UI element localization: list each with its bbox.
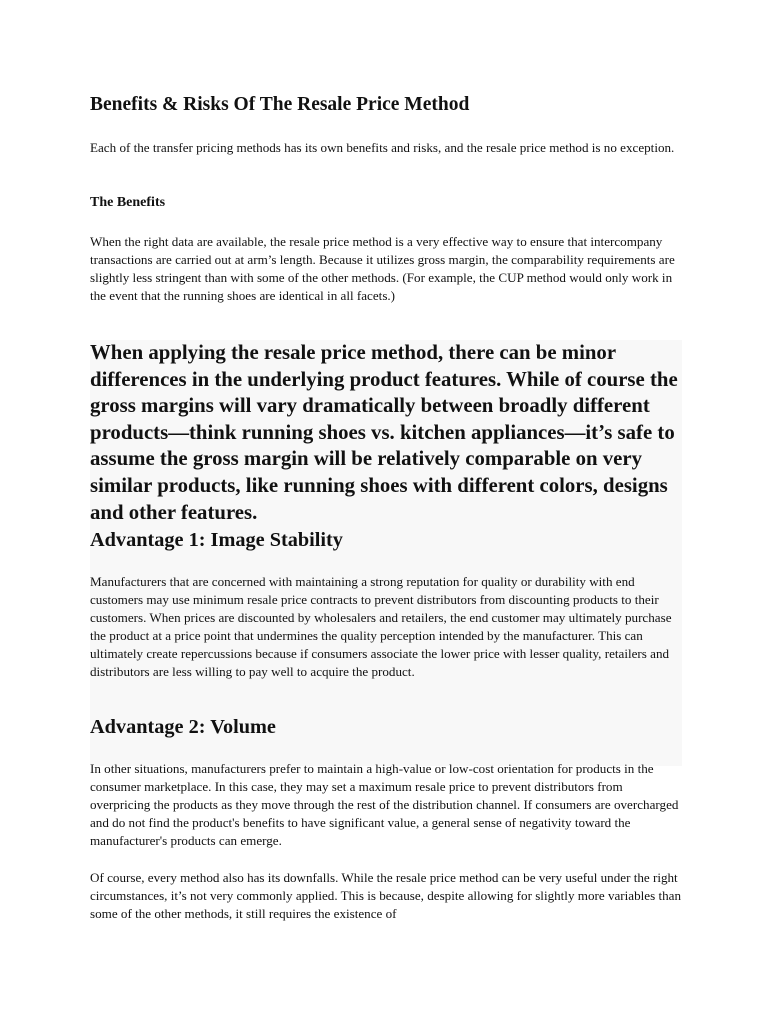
benefits-paragraph: When the right data are available, the resale price method is a very effective way to ensure that intercompany transactions are carried out at arm’s length. Because it utilizes gross margin, the comparability requirements are slightly less stringent than with some of the other methods. (For example, the CUP method would only work in the event that the running shoes are identical in all facets.) <box>90 234 675 303</box>
advantage-2-heading: Advantage 2: Volume <box>90 716 276 738</box>
intro-paragraph: Each of the transfer pricing methods has its own benefits and risks, and the resale price method is no exception. <box>90 140 675 155</box>
benefits-heading: The Benefits <box>90 195 166 210</box>
advantage-1-paragraph: Manufacturers that are concerned with maintaining a strong reputation for quality or durability with end customers may use minimum resale price contracts to prevent distributors from discounting products to their customers. When prices are discounted by wholesalers and retailers, the end customer may ultimately purchase the product at a price point that undermines the quality perception intended by the manufacturer. This can ultimately create repercussions because if consumers associate the lower price with lesser quality, retailers and distributors are less willing to pay well to acquire the product. <box>90 574 672 679</box>
highlight-paragraph: When applying the resale price method, there can be minor differences in the underlying product features. While of course the gross margins will vary dramatically between broadly different products—think running shoes vs. kitchen appliances—it’s safe to assume the gross margin will be relatively comparable on very similar products, like running shoes with different colors, designs and other features. <box>90 341 678 524</box>
downfalls-paragraph: Of course, every method also has its downfalls. While the resale price method can be very useful under the right circumstances, it’s not very commonly applied. This is because, despite allowing for slightly more variables than some of the other methods, it still requires the existence of <box>90 870 682 921</box>
article-title: Benefits & Risks Of The Resale Price Method <box>90 94 470 115</box>
advantage-2-paragraph: In other situations, manufacturers prefer to maintain a high-value or low-cost orientation for products in the consumer marketplace. In this case, they may set a maximum resale price to prevent distributors from overpricing the products as they move through the rest of the distribution channel. If consumers are overcharged and do not find the product's benefits to have significant value, a general sense of negativity toward the manufacturer's products can emerge. <box>90 761 679 848</box>
advantage-1-heading: Advantage 1: Image Stability <box>90 529 343 551</box>
